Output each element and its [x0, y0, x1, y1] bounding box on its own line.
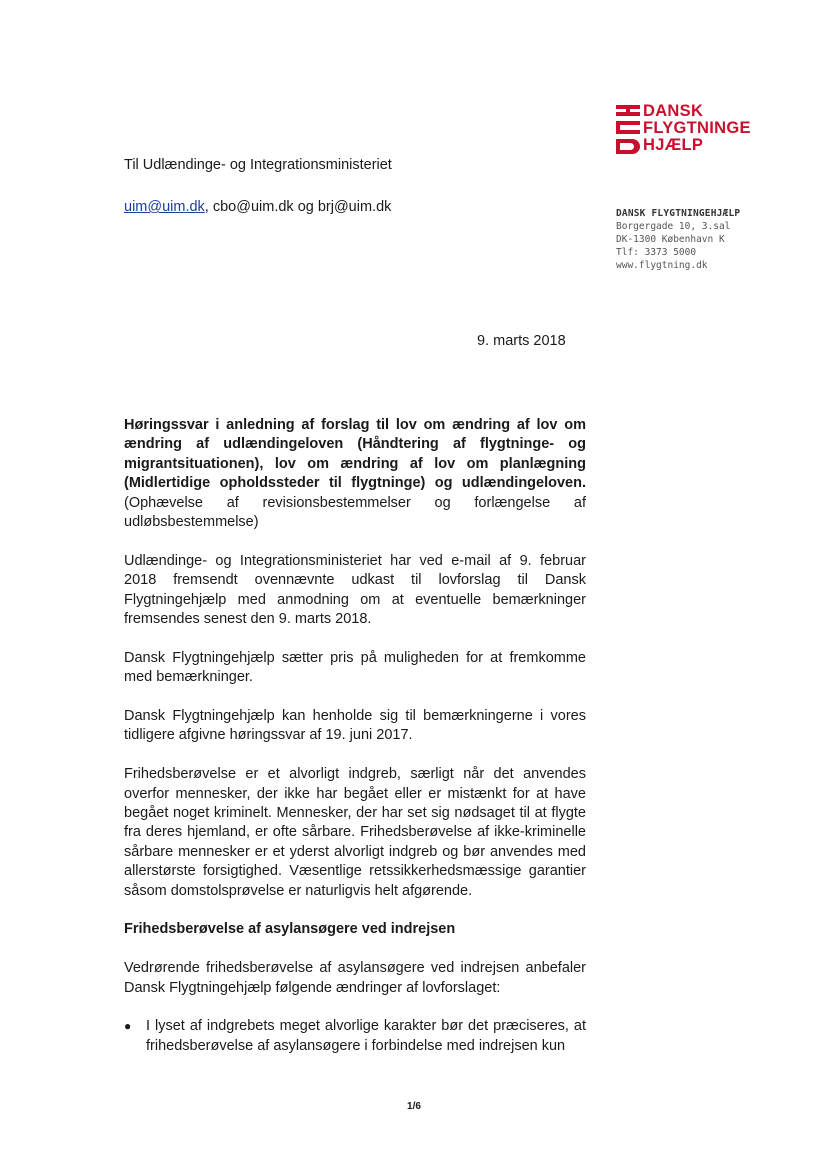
bullet-dot-icon: ●: [124, 1019, 132, 1034]
paragraph-3: Dansk Flygtningehjælp kan henholde sig til bemærkningerne i vores tidligere afgivne høringssvar af 19. juni 2017.: [124, 708, 586, 744]
paragraph-2: Dansk Flygtningehjælp sætter pris på muligheden for at fremkomme med bemærkninger.: [124, 649, 586, 686]
sender-phone: Tlf: 3373 5000: [616, 247, 697, 258]
title-rest: (Ophævelse af revisionsbestemmelser og forlængelse af udløbsbestemmelse): [124, 494, 586, 531]
sender-address: [616, 207, 740, 272]
logo-text-line2: FLYGTNINGE: [643, 119, 751, 137]
title-bold: Høringssvar i anledning af forslag til lov om ændring af lov om ændring af udlændingeloven (Håndtering af flygtninge- og migrantsituationen), lov om ændring af lov om planlægning (Midlertidige opholdssteder til flygtninge) og udlændingeloven.: [124, 417, 586, 492]
paragraph-4: Frihedsberøvelse er et alvorligt indgreb, særligt når det anvendes overfor mennesker, der ikke har begået eller er mistænkt for at have begået noget kriminelt. Mennesker, der har set sig nødsaget til at flygte fra deres hjemland, er ofte sårbare. Frihedsberøvelse af ikke-kriminelle sårbare mennesker er et yderst alvorligt indgreb og bør anvendes med allerstørste forsigtighed. Væsentlige retssikkerhedsmæssige garantier såsom domstolsprøvelse er naturligvis helt afgørende.: [124, 766, 586, 899]
sender-org: DANSK FLYGTNINGEHJÆLP: [616, 208, 741, 219]
logo-text-line3: HJÆLP: [643, 136, 704, 154]
email-link[interactable]: uim@uim.dk: [124, 199, 205, 215]
dfh-logo-mark-icon: [616, 105, 640, 155]
sender-city: DK-1300 København K: [616, 234, 725, 245]
paragraph-1: Udlændinge- og Integrationsministeriet har ved e-mail af 9. februar 2018 fremsendt ovennævnte udkast til lovforslag til Dansk Flygtningehjælp med anmodning om at eventuelle bemærkninger fremsendes senest den 9. marts 2018.: [124, 552, 586, 628]
logo-text-line1: DANSK: [643, 102, 704, 120]
sender-web: www.flygtning.dk: [616, 260, 708, 271]
section-heading: Frihedsberøvelse af asylansøgere ved indrejsen: [124, 921, 456, 938]
section-intro: Vedrørende frihedsberøvelse af asylansøgere ved indrejsen anbefaler Dansk Flygtningehjælp følgende ændringer af lovforslaget:: [124, 960, 586, 996]
sender-street: Borgergade 10, 3.sal: [616, 221, 731, 232]
dfh-logo: [616, 103, 766, 158]
recipient-line: Til Udlændinge- og Integrationsministeriet: [124, 157, 392, 173]
letter-body: [124, 416, 586, 1056]
recipient-emails: [124, 199, 391, 215]
page-number: 1/6: [407, 1101, 421, 1112]
bullet-item: [124, 1017, 586, 1056]
email-rest: , cbo@uim.dk og brj@uim.dk: [204, 199, 392, 215]
letter-title: [124, 416, 586, 532]
bullet-text: I lyset af indgrebets meget alvorlige karakter bør det præciseres, at frihedsberøvelse af asylansøgere i forbindelse med indrejsen kun: [146, 1018, 586, 1054]
letter-date: 9. marts 2018: [477, 333, 566, 349]
